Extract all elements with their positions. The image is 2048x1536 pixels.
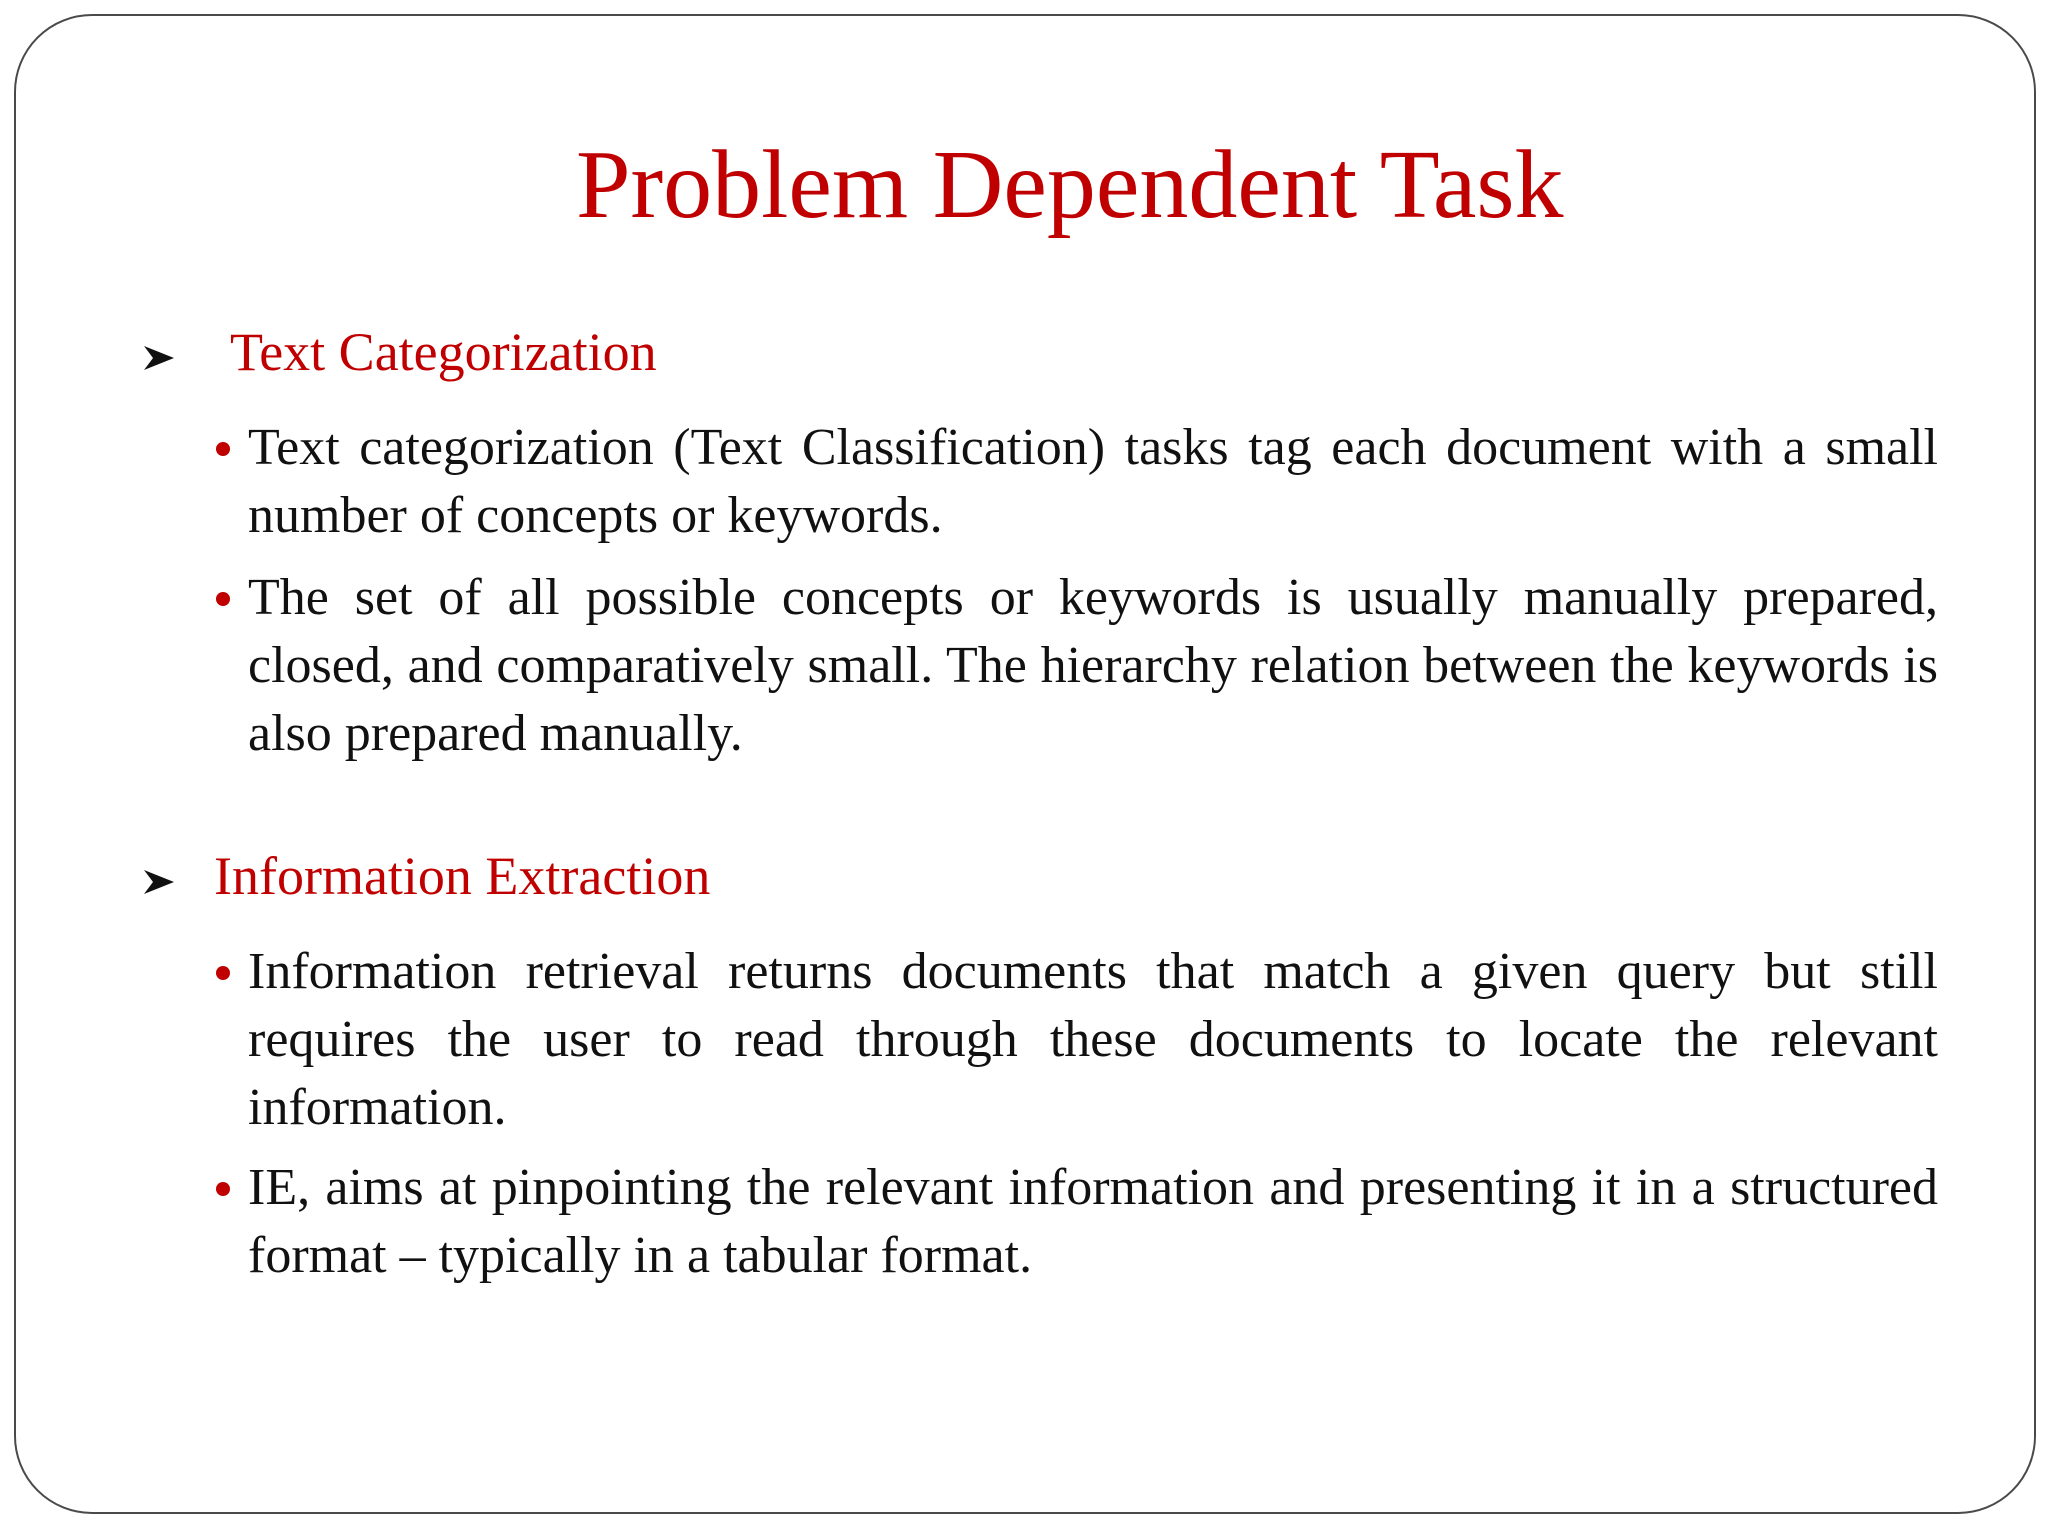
bullet-text: Information retrieval returns documents that match a given query but still requires the user to read through these documents to locate the relevant information.: [248, 943, 1938, 1136]
bullet-text: Text categorization (Text Classification) tasks tag each document with a small number of concepts or keywords.: [248, 419, 1938, 544]
section-heading-row: [16, 844, 2034, 914]
bullet-dot-icon: [216, 442, 230, 456]
section-heading-row: [16, 320, 2034, 390]
bullet-text: IE, aims at pinpointing the relevant information and presenting it in a structured format – typically in a tabular format.: [248, 1159, 1938, 1284]
slide: [14, 14, 2036, 1514]
arrow-bullet-icon: [142, 868, 176, 896]
bullet-dot-icon: [216, 1182, 230, 1196]
section-heading: Text Categorization: [230, 322, 657, 382]
slide-title: Problem Dependent Task: [576, 131, 1564, 239]
section-heading: Information Extraction: [214, 846, 711, 906]
bullet-text: The set of all possible concepts or keywords is usually manually prepared, closed, and comparatively small. The hierarchy relation between the keywords is also prepared manually.: [248, 569, 1938, 762]
bullet-dot-icon: [216, 592, 230, 606]
arrow-bullet-icon: [142, 344, 176, 372]
bullet-dot-icon: [216, 966, 230, 980]
